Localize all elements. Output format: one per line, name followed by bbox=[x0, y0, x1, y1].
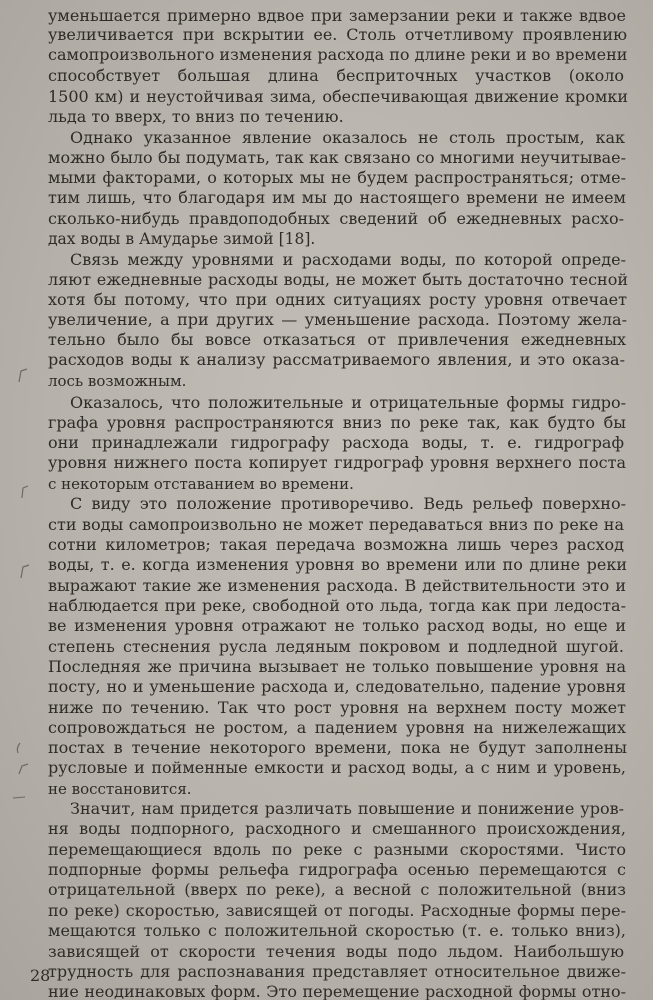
text-line: льда то вверх, то вниз по течению. bbox=[48, 107, 344, 126]
text-line: самопроизвольного изменения расхода по длине реки и во времени bbox=[48, 45, 628, 64]
text-line: 1500 км) и неустойчивая зима, обеспечивающая движение кромки bbox=[48, 87, 628, 106]
margin-pencil-mark bbox=[12, 788, 26, 804]
text-line: посту, но и уменьшение расхода и, следовательно, падение уровня bbox=[48, 677, 626, 696]
text-line: уровня нижнего поста копирует гидрограф уровня верхнего поста bbox=[48, 453, 626, 472]
text-line: способствует большая длина бесприточных участков (около bbox=[48, 66, 624, 85]
text-line: трудность для распознавания представляет относительное движе- bbox=[48, 962, 626, 981]
margin-pencil-mark bbox=[16, 762, 30, 778]
text-line: по реке) скоростью, зависящей от погоды. Расходные формы пере- bbox=[48, 901, 626, 920]
text-line: лось возможным. bbox=[48, 372, 187, 390]
text-line: можно было бы подумать, так как связано со многими неучитывае- bbox=[48, 148, 626, 167]
text-line: Значит, нам придется различать повышение и понижение уров- bbox=[70, 799, 624, 818]
margin-pencil-mark bbox=[16, 368, 30, 384]
text-line: сколько-нибудь правдоподобных сведений об ежедневных расхо- bbox=[48, 209, 624, 228]
text-line: мыми факторами, о которых мы не будем распространяться; отме- bbox=[48, 168, 626, 187]
text-line: воды, т. е. когда изменения уровня во времени или по длине реки bbox=[48, 555, 627, 574]
text-line: увеличение, а при других — уменьшение расхода. Поэтому жела- bbox=[48, 310, 627, 329]
text-line: постах в течение некоторого времени, пока не будут заполнены bbox=[48, 738, 627, 757]
text-line: подпорные формы рельефа гидрографа осенью перемещаются с bbox=[48, 860, 626, 879]
text-line: зависящей от скорости течения воды подо льдом. Наибольшую bbox=[48, 942, 624, 961]
text-line: тельно было бы вовсе отказаться от привлечения ежедневных bbox=[48, 330, 626, 349]
text-line: ве изменения уровня отражают не только расход воды, но еще и bbox=[48, 616, 626, 635]
text-line: сти воды самопроизвольно не может передаваться вниз по реке на bbox=[48, 515, 624, 534]
margin-pencil-mark bbox=[14, 740, 28, 756]
text-line: мещаются только с положительной скоростью (т. е. только вниз), bbox=[48, 921, 626, 940]
text-line: выражают такие же изменения расхода. В действительности это и bbox=[48, 576, 626, 595]
text-line: С виду это положение противоречиво. Ведь рельеф поверхно- bbox=[70, 494, 626, 513]
text-line: с некоторым отставанием во времени. bbox=[48, 475, 354, 493]
text-line: сопровождаться не ростом, а падением уровня на нижележащих bbox=[48, 718, 626, 737]
text-line: графа уровня распространяются вниз по реке так, как будто бы bbox=[48, 413, 626, 432]
page-number: 28 bbox=[30, 966, 51, 985]
text-line: русловые и пойменные емкости и расход воды, а с ним и уровень, bbox=[48, 758, 626, 777]
text-line: наблюдается при реке, свободной ото льда, тогда как при ледоста- bbox=[48, 596, 626, 615]
text-line: ние неодинаковых форм. Это перемещение расходной формы отно- bbox=[48, 982, 626, 1000]
text-line: расходов воды к анализу рассматриваемого явления, и это оказа- bbox=[48, 350, 625, 369]
text-line: ляют ежедневные расходы воды, не может быть достаточно тесной bbox=[48, 270, 628, 289]
text-line: уменьшается примерно вдвое при замерзании реки и также вдвое bbox=[48, 6, 626, 25]
text-line: Оказалось, что положительные и отрицательные формы гидро- bbox=[70, 393, 626, 412]
text-line: хотя бы потому, что при одних ситуациях росту уровня отвечает bbox=[48, 290, 627, 309]
text-line: дах воды в Амударье зимой [18]. bbox=[48, 230, 316, 248]
text-line: степень стеснения русла ледяным покровом и подледной шугой. bbox=[48, 637, 624, 656]
margin-pencil-mark bbox=[18, 484, 32, 500]
text-line: увеличивается при вскрытии ее. Столь отчетливому проявлению bbox=[48, 25, 627, 44]
text-line: Однако указанное явление оказалось не столь простым, как bbox=[70, 128, 625, 147]
text-line: Связь между уровнями и расходами воды, по которой опреде- bbox=[70, 250, 626, 269]
text-line: отрицательной (вверх по реке), а весной с положительной (вниз bbox=[48, 880, 626, 899]
text-line: перемещающиеся вдоль по реке с разными скоростями. Чисто bbox=[48, 840, 626, 859]
text-line: они принадлежали гидрографу расхода воды, т. е. гидрограф bbox=[48, 433, 624, 452]
text-line: сотни километров; такая передача возможна лишь через расход bbox=[48, 535, 624, 554]
text-line: ня воды подпорного, расходного и смешанного происхождения, bbox=[48, 819, 626, 838]
margin-pencil-mark bbox=[18, 564, 32, 580]
text-line: не восстановится. bbox=[48, 780, 192, 798]
text-line: Последняя же причина вызывает не только повышение уровня на bbox=[48, 657, 626, 676]
text-line: тим лишь, что благодаря им мы до настоящего времени не имеем bbox=[48, 188, 626, 207]
text-line: ниже по течению. Так что рост уровня на верхнем посту может bbox=[48, 698, 626, 717]
